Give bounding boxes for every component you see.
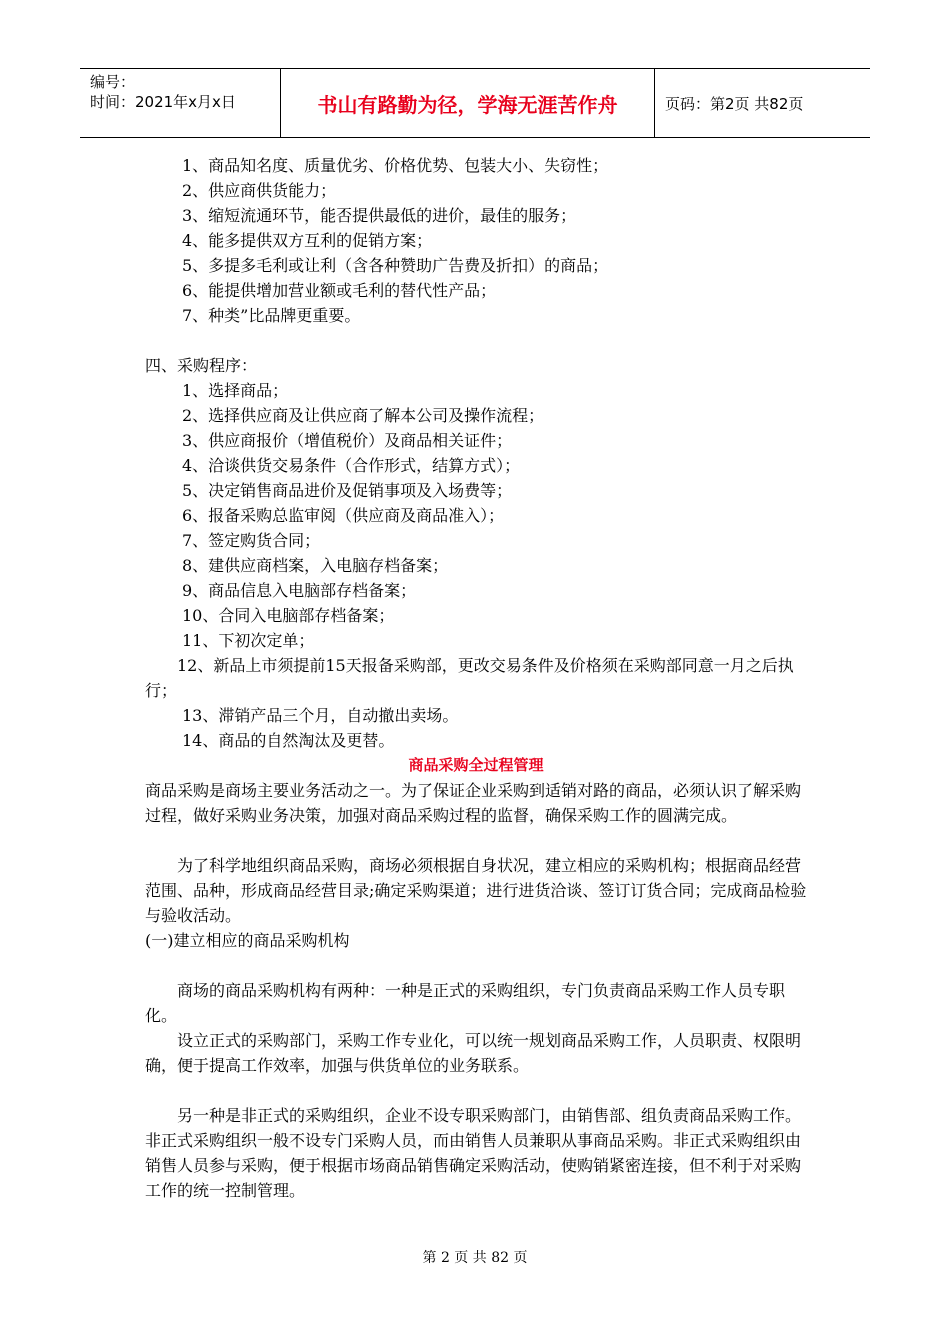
document-number-label: 编号： bbox=[90, 73, 136, 91]
header-page-label: 页码：第2页 共82页 bbox=[665, 94, 804, 113]
list-item: 2、供应商供货能力； bbox=[182, 181, 337, 200]
list-item: 3、供应商报价（增值税价）及商品相关证件； bbox=[182, 431, 513, 450]
procedure-steps bbox=[145, 378, 807, 753]
header-left-cell bbox=[80, 69, 281, 137]
subheading: (一)建立相应的商品采购机构 bbox=[145, 931, 350, 950]
spacer bbox=[145, 1078, 807, 1103]
list-item: 6、报备采购总监审阅（供应商及商品准入）； bbox=[182, 506, 505, 525]
list-item: 6、能提供增加营业额或毛利的替代性产品； bbox=[182, 281, 497, 300]
list-item: 3、缩短流通环节，能否提供最低的进价，最佳的服务； bbox=[182, 206, 577, 225]
list-item: 13、滞销产品三个月，自动撤出卖场。 bbox=[182, 706, 459, 725]
list-item: 5、多提多毛利或让利（含各种赞助广告费及折扣）的商品； bbox=[182, 256, 609, 275]
spacer bbox=[145, 828, 807, 853]
list-item: 8、建供应商档案，入电脑存档备案； bbox=[182, 556, 449, 575]
list-item: 7、签定购货合同； bbox=[182, 531, 321, 550]
list-item: 9、商品信息入电脑部存档备案； bbox=[182, 581, 417, 600]
list-item: 2、选择供应商及让供应商了解本公司及操作流程； bbox=[182, 406, 545, 425]
spacer bbox=[145, 328, 807, 353]
list-item: 1、选择商品； bbox=[182, 381, 289, 400]
body-paragraph: 为了科学地组织商品采购，商场必须根据自身状况，建立相应的采购机构；根据商品经营范围、品种，形成商品经营目录;确定采购渠道；进行进货洽谈、签订订货合同；完成商品检验与验收活动。 bbox=[145, 856, 807, 925]
header-motto: 书山有路勤为径，学海无涯苦作舟 bbox=[281, 69, 655, 137]
date-label: 时间：2021年x月x日 bbox=[90, 93, 236, 111]
list-item: 7、种类”比品牌更重要。 bbox=[182, 306, 361, 325]
list-item: 5、决定销售商品进价及促销事项及入场费等； bbox=[182, 481, 513, 500]
list-item: 4、能多提供双方互利的促销方案； bbox=[182, 231, 433, 250]
page-header bbox=[80, 68, 870, 138]
body-paragraph: 商场的商品采购机构有两种：一种是正式的采购组织，专门负责商品采购工作人员专职化。 bbox=[145, 981, 786, 1025]
list-item: 11、下初次定单； bbox=[182, 631, 315, 650]
document-body bbox=[145, 153, 807, 1203]
page-footer: 第 2 页 共 82 页 bbox=[422, 1250, 528, 1266]
list-item: 10、合同入电脑部存档备案； bbox=[182, 606, 395, 625]
list-item: 14、商品的自然淘汰及更替。 bbox=[182, 731, 395, 750]
list-item: 12、新品上市须提前15天报备采购部，更改交易条件及价格须在采购部同意一月之后执行； bbox=[145, 656, 794, 700]
criteria-list bbox=[145, 153, 807, 328]
section-title: 商品采购全过程管理 bbox=[408, 756, 544, 774]
list-item: 4、洽谈供货交易条件（合作形式，结算方式）； bbox=[182, 456, 521, 475]
list-item: 1、商品知名度、质量优劣、价格优势、包装大小、失窃性； bbox=[182, 156, 609, 175]
body-paragraph: 设立正式的采购部门，采购工作专业化，可以统一规划商品采购工作，人员职责、权限明确，便于提高工作效率，加强与供货单位的业务联系。 bbox=[145, 1031, 802, 1075]
procedure-heading: 四、采购程序： bbox=[145, 356, 258, 375]
spacer bbox=[145, 953, 807, 978]
section-intro: 商品采购是商场主要业务活动之一。为了保证企业采购到适销对路的商品，必须认识了解采购过程，做好采购业务决策，加强对商品采购过程的监督，确保采购工作的圆满完成。 bbox=[145, 781, 802, 825]
body-paragraph: 另一种是非正式的采购组织，企业不设专职采购部门，由销售部、组负责商品采购工作。非正式采购组织一般不设专门采购人员，而由销售人员兼职从事商品采购。非正式采购组织由销售人员参与采购，便于根据市场商品销售确定采购活动，使购销紧密连接，但不利于对采购工作的统一控制管理。 bbox=[145, 1106, 802, 1200]
